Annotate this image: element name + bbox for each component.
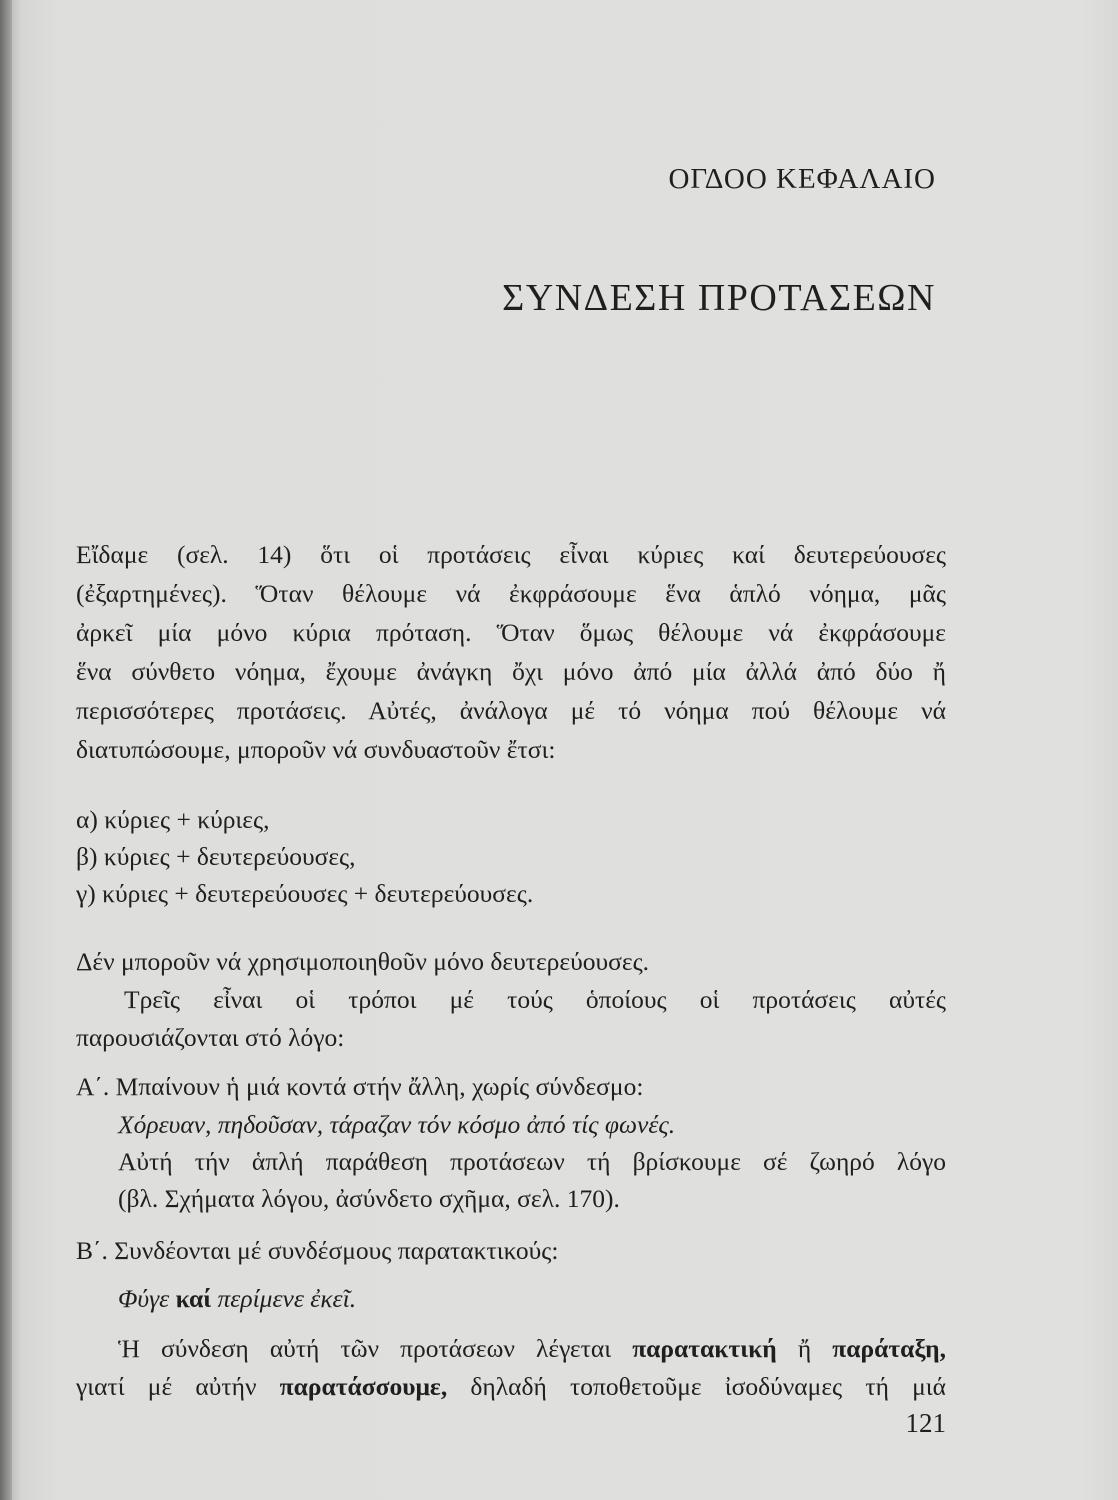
section-b-line-1 [118, 1330, 946, 1368]
line-text-before: γιατί μέ αὐτήν [76, 1372, 280, 1401]
term-paratactic: παρατακτική [632, 1334, 777, 1363]
combination-item-b: β) κύριες + δευτερεύουσες, [76, 842, 356, 871]
example-conjunction: καί [175, 1284, 212, 1313]
intro-line-2: (ἐξαρτημένες). Ὅταν θέλουμε νά ἐκφράσουμε ἕνα ἁπλό νόημα, μᾶς [76, 579, 946, 608]
intro-line-5: περισσότερες προτάσεις. Αὐτές, ἀνάλογα μέ τό νόημα πού θέλουμε νά [76, 696, 946, 725]
term-juxtapose: παρατάσσουμε, [279, 1372, 448, 1401]
chapter-label: ΟΓΔΟΟ ΚΕΦΑΛΑΙΟ [668, 163, 936, 195]
intro-line-4: ἕνα σύνθετο νόημα, ἔχουμε ἀνάγκη ὄχι μόνο ἀπό μία ἀλλά ἀπό δύο ἤ [76, 657, 946, 686]
section-b-example [118, 1280, 356, 1318]
line-text-before: Ἡ σύνδεση αὐτή τῶν προτάσεων λέγεται [118, 1334, 633, 1363]
term-parataxis: παράταξη, [832, 1334, 946, 1363]
combination-item-a: α) κύριες + κύριες, [76, 805, 270, 834]
chapter-title: ΣΥΝΔΕΣΗ ΠΡΟΤΑΣΕΩΝ [502, 277, 936, 319]
section-b-heading: Β΄. Συνδέονται μέ συνδέσμους παρατακτικούς: [76, 1236, 559, 1265]
note-line: Δέν μποροῦν νά χρησιμοποιηθοῦν μόνο δευτερεύουσες. [76, 947, 650, 976]
page-number: 121 [905, 1408, 946, 1438]
intro-line-1: Εἴδαμε (σελ. 14) ὅτι οἱ προτάσεις εἶναι κύριες καί δευτερεύουσες [76, 540, 946, 569]
example-text-after: περίμενε ἐκεῖ. [211, 1284, 357, 1313]
book-spine-shadow [0, 0, 12, 1500]
section-a-line-1: Αὐτή τήν ἁπλή παράθεση προτάσεων τή βρίσκουμε σέ ζωηρό λόγο [118, 1147, 946, 1176]
section-a-heading: Α΄. Μπαίνουν ἡ μιά κοντά στήν ἄλλη, χωρίς σύνδεσμο: [76, 1072, 644, 1101]
section-b-line-2 [76, 1368, 946, 1406]
line-text-after: δηλαδή τοποθετοῦμε ἰσοδύναμες τή μιά [447, 1372, 947, 1401]
intro-line-3: ἀρκεῖ μία μόνο κύρια πρόταση. Ὅταν ὅμως θέλουμε νά ἐκφράσουμε [76, 618, 946, 647]
line-text-middle: ἤ [776, 1334, 833, 1363]
intro-line-6: διατυπώσουμε, μποροῦν νά συνδυαστοῦν ἔτσι: [76, 735, 556, 764]
ways-line-2: παρουσιάζονται στό λόγο: [76, 1023, 345, 1052]
ways-line-1: Τρεῖς εἶναι οἱ τρόποι μέ τούς ὁποίους οἱ προτάσεις αὐτές [124, 985, 946, 1014]
combination-item-c: γ) κύριες + δευτερεύουσες + δευτερεύουσες. [76, 879, 534, 908]
section-a-line-2: (βλ. Σχήματα λόγου, ἀσύνδετο σχῆμα, σελ. 170). [118, 1184, 620, 1213]
example-text-before: Φύγε [118, 1284, 176, 1313]
section-a-example: Χόρευαν, πηδοῦσαν, τάραζαν τόν κόσμο ἀπό τίς φωνές. [118, 1110, 676, 1139]
